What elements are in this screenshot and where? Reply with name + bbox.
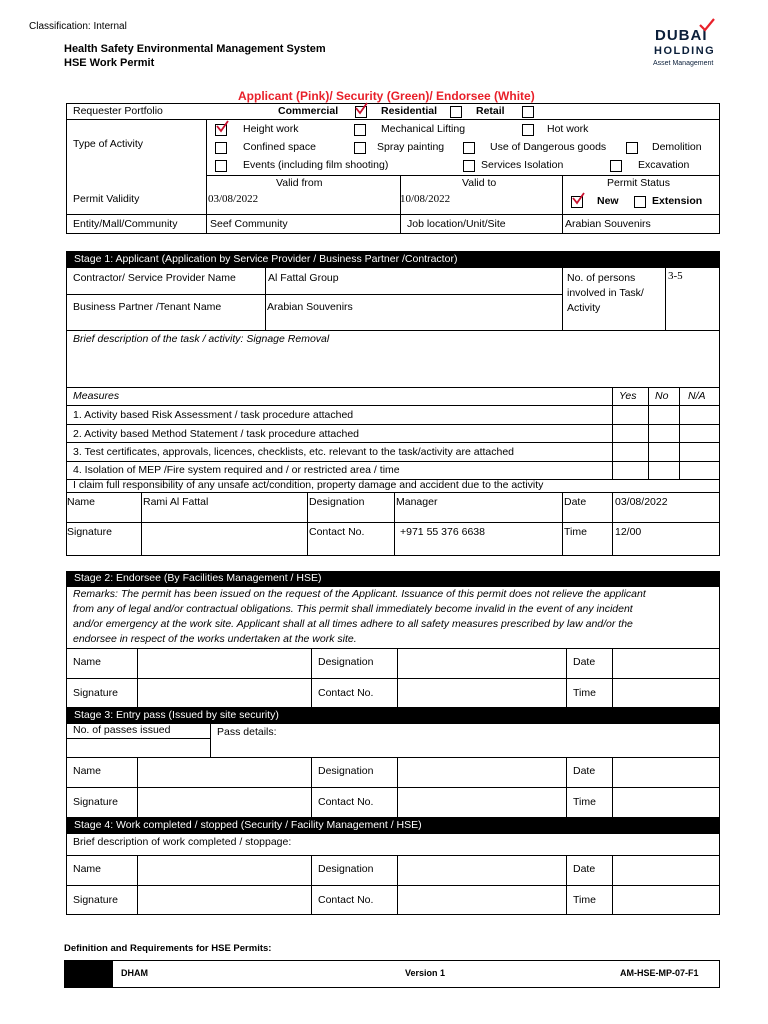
entity-label: Entity/Mall/Community bbox=[73, 218, 178, 230]
measure-item: 1. Activity based Risk Assessment / task procedure attached bbox=[73, 409, 354, 421]
contact-label: Contact No. bbox=[318, 687, 374, 699]
persons-value[interactable]: 3-5 bbox=[668, 270, 683, 282]
measure-item: 2. Activity based Method Statement / task procedure attached bbox=[73, 428, 359, 440]
designation-label: Designation bbox=[309, 496, 365, 508]
status-extension-label: Extension bbox=[652, 195, 703, 207]
remarks-line: and/or emergency at the work site. Applicant shall at all times adhere to all safety measures prescribed by law and/or the bbox=[73, 618, 633, 630]
remarks-line: from any of legal and/or contractual obligations. This permit shall immediately become invalid in the event of any incident bbox=[73, 603, 633, 615]
date-label: Date bbox=[573, 765, 596, 777]
signature-label: Signature bbox=[73, 894, 118, 906]
time-label: Time bbox=[573, 894, 596, 906]
pass-details-label: Pass details: bbox=[217, 726, 277, 738]
stage2-heading: Stage 2: Endorsee (By Facilities Management / HSE) bbox=[66, 571, 720, 586]
signature-label: Signature bbox=[73, 687, 118, 699]
signature-label: Signature bbox=[73, 796, 118, 808]
status-extension-checkbox[interactable] bbox=[634, 196, 646, 208]
checkmark-icon bbox=[215, 120, 229, 134]
logo-line-3: Asset Management bbox=[653, 60, 714, 67]
name-label: Name bbox=[73, 863, 102, 875]
measure-item: 3. Test certificates, approvals, licences, checklists, etc. relevant to the task/activity are attached bbox=[73, 446, 515, 458]
services-isolation-label: Services Isolation bbox=[481, 159, 564, 171]
name-value[interactable]: Rami Al Fattal bbox=[143, 496, 209, 508]
type-of-activity-label: Type of Activity bbox=[73, 138, 144, 150]
retail-label: Retail bbox=[476, 105, 505, 117]
time-value[interactable]: 12/00 bbox=[615, 526, 642, 538]
requester-portfolio-label: Requester Portfolio bbox=[73, 105, 163, 117]
contractor-value[interactable]: Al Fattal Group bbox=[268, 272, 339, 284]
permit-status-label: Permit Status bbox=[607, 177, 671, 189]
designation-label: Designation bbox=[318, 863, 374, 875]
designation-value[interactable]: Manager bbox=[396, 496, 438, 508]
footer-doc-code: AM-HSE-MP-07-F1 bbox=[620, 968, 699, 978]
na-header: N/A bbox=[688, 390, 706, 402]
logo-tick-icon bbox=[698, 18, 716, 32]
checkmark-icon bbox=[354, 102, 368, 116]
confined-space-label: Confined space bbox=[243, 141, 316, 153]
date-label: Date bbox=[573, 863, 596, 875]
contact-value[interactable]: +971 55 376 6638 bbox=[400, 526, 485, 538]
valid-from-label: Valid from bbox=[276, 177, 323, 189]
residential-label: Residential bbox=[381, 105, 438, 117]
brief-description[interactable]: Brief description of the task / activity: Signage Removal bbox=[73, 333, 330, 345]
job-location-value[interactable]: Arabian Souvenirs bbox=[565, 218, 651, 230]
designation-label: Designation bbox=[318, 765, 374, 777]
date-value[interactable]: 03/08/2022 bbox=[615, 496, 668, 508]
permit-validity-label: Permit Validity bbox=[73, 193, 140, 205]
confined-space-checkbox[interactable] bbox=[215, 142, 227, 154]
name-label: Name bbox=[73, 656, 102, 668]
passes-issued-label: No. of passes issued bbox=[73, 724, 171, 736]
yes-header: Yes bbox=[619, 390, 637, 402]
partner-label: Business Partner /Tenant Name bbox=[73, 301, 222, 313]
dangerous-goods-checkbox[interactable] bbox=[463, 142, 475, 154]
hot-work-label: Hot work bbox=[547, 123, 589, 135]
remarks-line: Remarks: The permit has been issued on the request of the Applicant. Issuance of this permit does not relieve the applicant bbox=[73, 588, 646, 600]
demolition-label: Demolition bbox=[652, 141, 702, 153]
events-checkbox[interactable] bbox=[215, 160, 227, 172]
job-location-label: Job location/Unit/Site bbox=[407, 218, 506, 230]
measure-item: 4. Isolation of MEP /Fire system required and / or restricted area / time bbox=[73, 464, 400, 476]
date-label: Date bbox=[564, 496, 587, 508]
services-isolation-checkbox[interactable] bbox=[463, 160, 475, 172]
persons-label-line1: No. of persons bbox=[567, 272, 636, 284]
valid-from-value[interactable]: 03/08/2022 bbox=[208, 193, 259, 205]
logo-line-1: DUBAI bbox=[655, 27, 708, 44]
spray-painting-label: Spray painting bbox=[377, 141, 445, 153]
excavation-checkbox[interactable] bbox=[610, 160, 622, 172]
contractor-label: Contractor/ Service Provider Name bbox=[73, 272, 236, 284]
date-label: Date bbox=[573, 656, 596, 668]
demolition-checkbox[interactable] bbox=[626, 142, 638, 154]
page-title: Health Safety Environmental Management System bbox=[64, 43, 326, 55]
persons-label-line3: Activity bbox=[567, 302, 601, 314]
dangerous-goods-label: Use of Dangerous goods bbox=[490, 141, 607, 153]
classification-label: Classification: Internal bbox=[29, 21, 127, 32]
stage1-heading: Stage 1: Applicant (Application by Service Provider / Business Partner /Contractor) bbox=[66, 251, 720, 267]
time-label: Time bbox=[573, 687, 596, 699]
copies-line: Applicant (Pink)/ Security (Green)/ Endorsee (White) bbox=[238, 89, 535, 103]
mechanical-lifting-label: Mechanical Lifting bbox=[381, 123, 466, 135]
time-label: Time bbox=[573, 796, 596, 808]
status-new-label: New bbox=[597, 195, 619, 207]
contact-label: Contact No. bbox=[318, 894, 374, 906]
claim-statement: I claim full responsibility of any unsafe act/condition, property damage and accident due to the activity bbox=[73, 479, 544, 491]
events-label: Events (including film shooting) bbox=[243, 159, 389, 171]
hot-work-checkbox[interactable] bbox=[522, 124, 534, 136]
mechanical-lifting-checkbox[interactable] bbox=[354, 124, 366, 136]
footer-left: DHAM bbox=[121, 968, 148, 978]
retail-checkbox[interactable] bbox=[522, 106, 534, 118]
valid-to-value[interactable]: 10/08/2022 bbox=[400, 193, 451, 205]
designation-label: Designation bbox=[318, 656, 374, 668]
valid-to-label: Valid to bbox=[462, 177, 497, 189]
page-subtitle: HSE Work Permit bbox=[64, 57, 155, 69]
partner-value[interactable]: Arabian Souvenirs bbox=[267, 301, 353, 313]
work-completed-label: Brief description of work completed / stoppage: bbox=[73, 836, 292, 848]
time-label: Time bbox=[564, 526, 587, 538]
contact-label: Contact No. bbox=[318, 796, 374, 808]
footer-block bbox=[64, 960, 113, 988]
spray-painting-checkbox[interactable] bbox=[354, 142, 366, 154]
commercial-label: Commercial bbox=[278, 105, 339, 117]
dubai-holding-logo bbox=[650, 18, 725, 72]
logo-line-2: HOLDING bbox=[654, 45, 716, 57]
checkmark-icon bbox=[571, 192, 585, 206]
no-header: No bbox=[655, 390, 669, 402]
entity-value[interactable]: Seef Community bbox=[210, 218, 288, 230]
stage4-heading: Stage 4: Work completed / stopped (Security / Facility Management / HSE) bbox=[66, 817, 720, 833]
height-work-label: Height work bbox=[243, 123, 299, 135]
persons-label-line2: involved in Task/ bbox=[567, 287, 644, 299]
residential-checkbox[interactable] bbox=[450, 106, 462, 118]
footer-version: Version 1 bbox=[405, 968, 446, 978]
name-label: Name bbox=[67, 496, 96, 508]
excavation-label: Excavation bbox=[638, 159, 690, 171]
stage3-heading: Stage 3: Entry pass (Issued by site security) bbox=[66, 708, 720, 723]
remarks-line: endorsee in respect of the works undertaken at the work site. bbox=[73, 633, 357, 645]
signature-label: Signature bbox=[67, 526, 112, 538]
contact-label: Contact No. bbox=[309, 526, 365, 538]
name-label: Name bbox=[73, 765, 102, 777]
measures-label: Measures bbox=[73, 390, 120, 402]
definitions-heading: Definition and Requirements for HSE Permits: bbox=[64, 943, 272, 954]
